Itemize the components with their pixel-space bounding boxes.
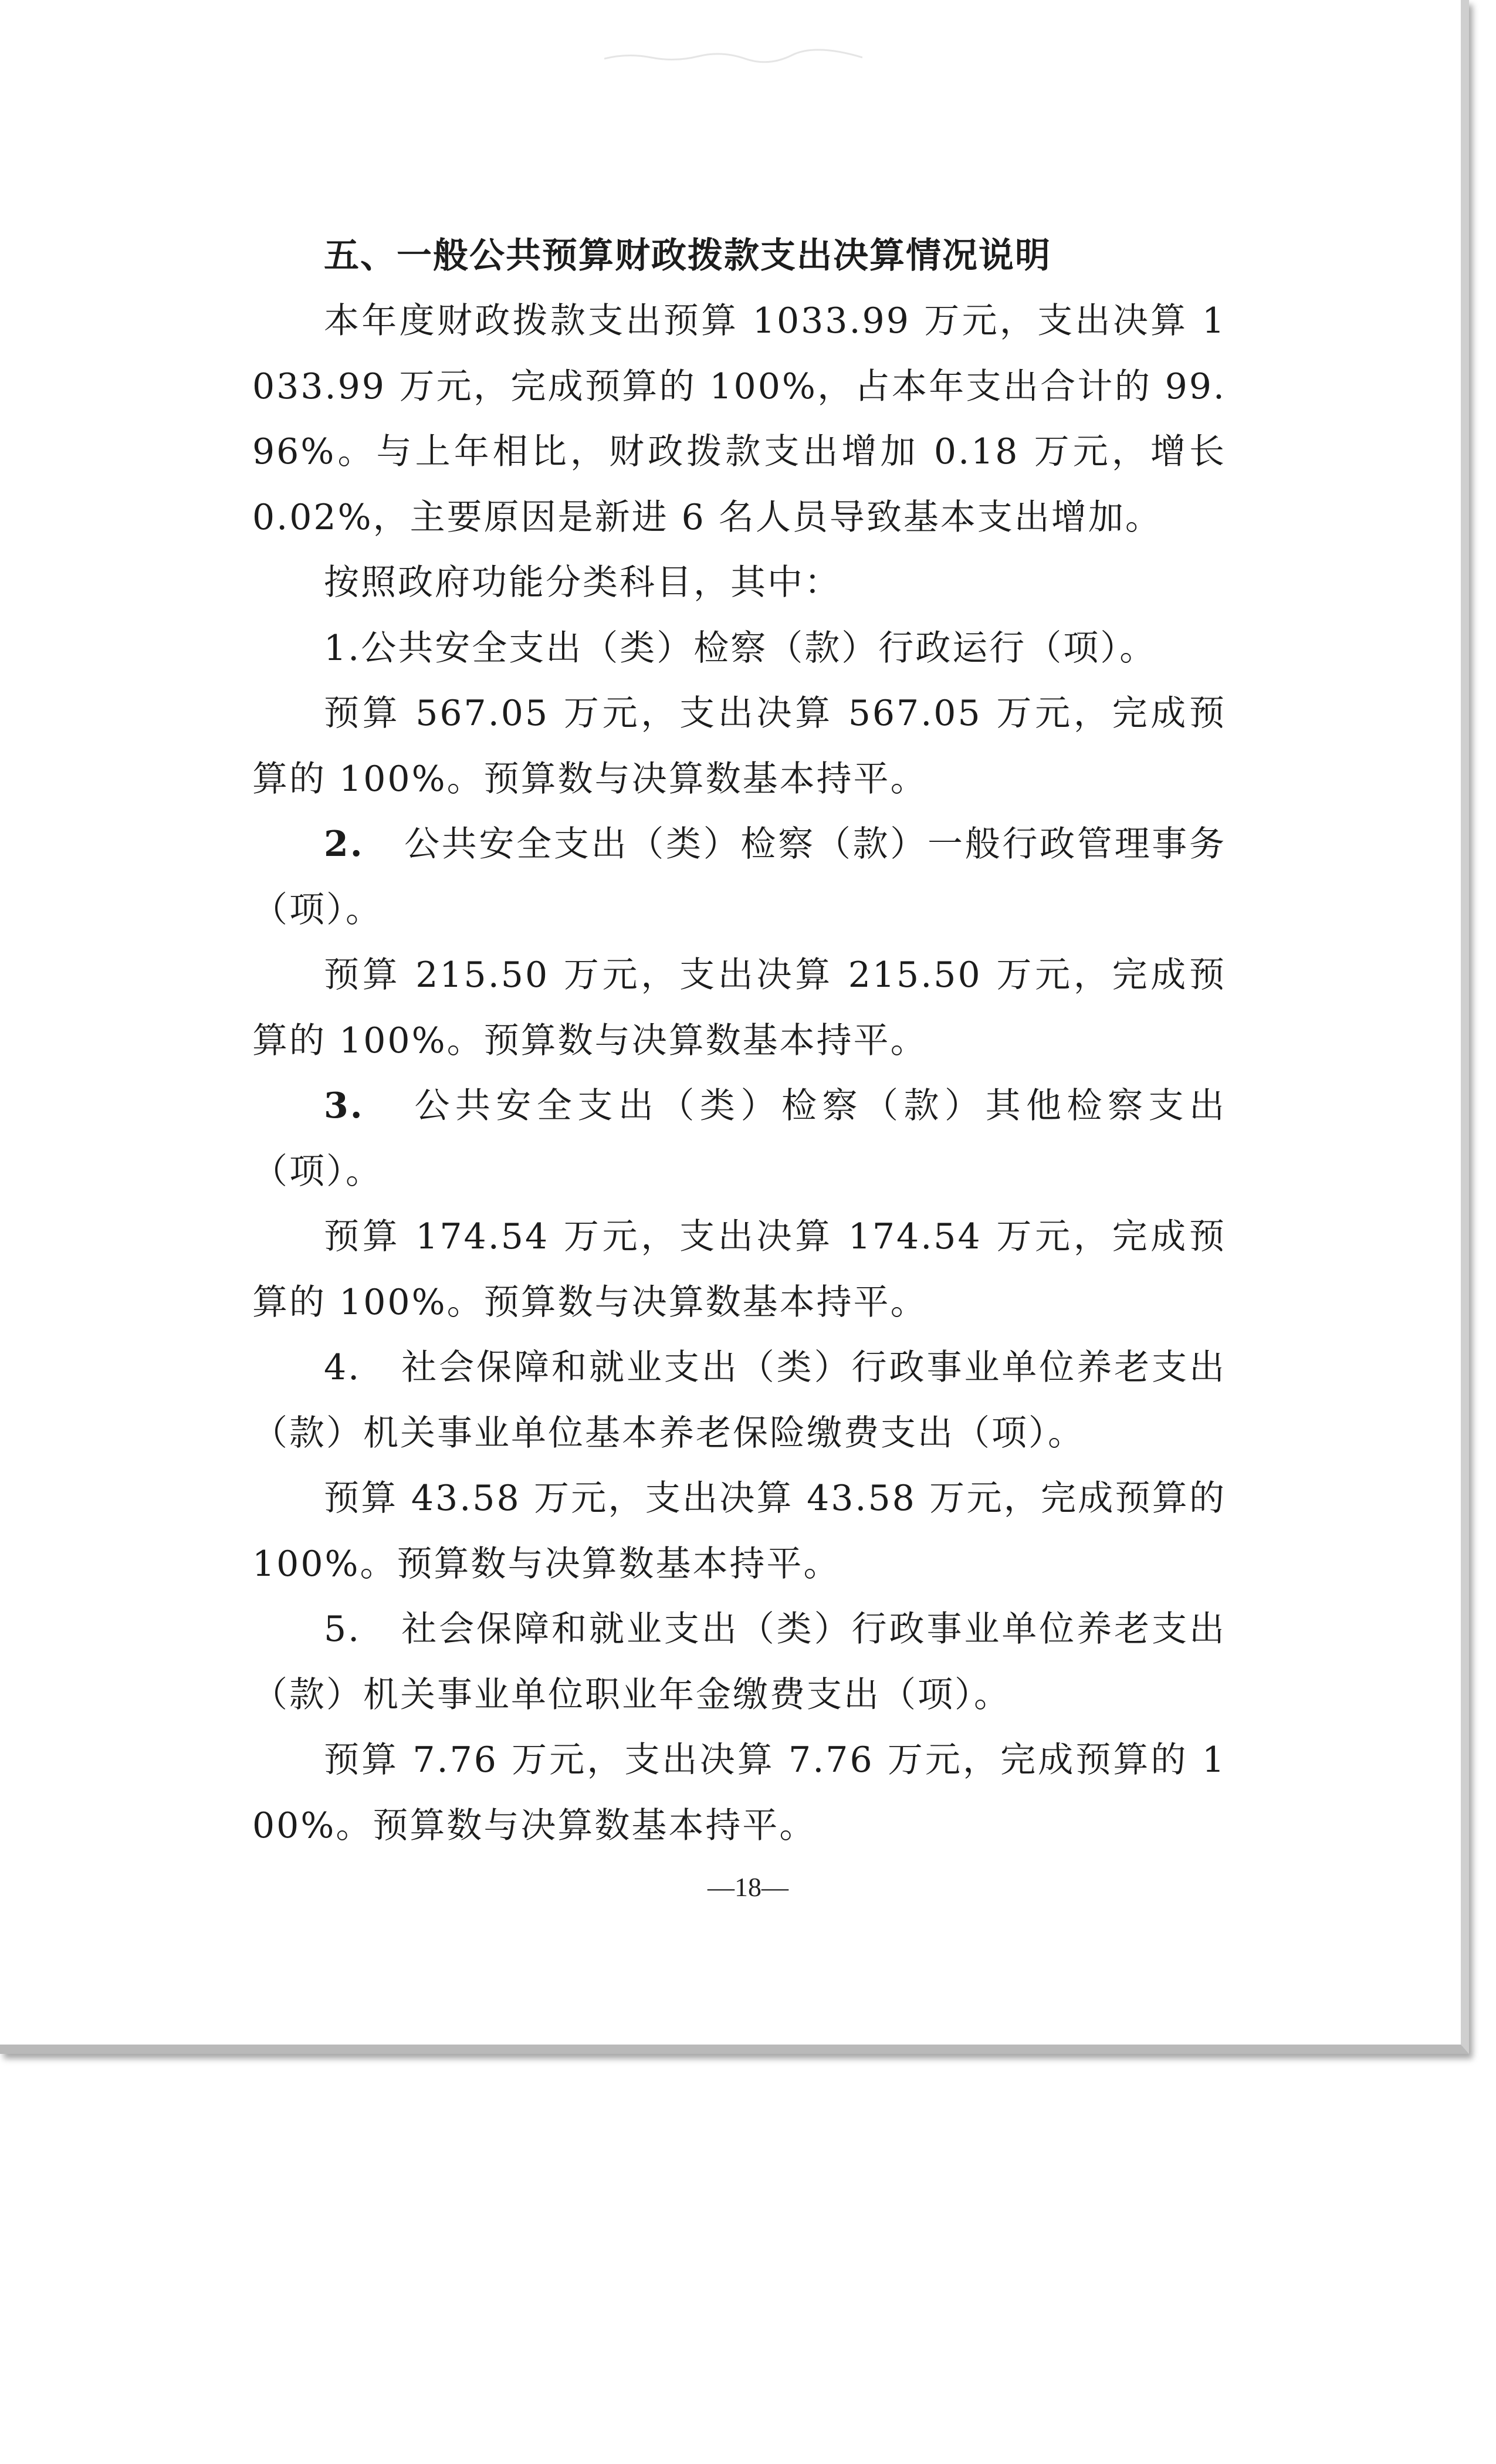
item-5-title xyxy=(252,1597,1226,1728)
paragraph-intro: 按照政府功能分类科目，其中： xyxy=(324,562,841,603)
item-2-title xyxy=(252,812,1226,943)
section-heading: 五、一般公共预算财政拨款支出决算情况说明 xyxy=(324,235,1051,276)
item-2-text: 公共安全支出（类）检察（款）一般行政管理事务（项）。 xyxy=(252,824,1226,930)
item-3-text: 公共安全支出（类）检察（款）其他检察支出（项）。 xyxy=(252,1085,1227,1192)
item-4-title xyxy=(252,1335,1226,1466)
item-4-number: 4. xyxy=(324,1347,361,1388)
item-5-number: 5. xyxy=(324,1609,361,1650)
item-2-detail: 预算 215.50 万元，支出决算 215.50 万元，完成预算的 100%。预算数与决算数基本持平。 xyxy=(252,955,1226,1061)
item-2-number: 2. xyxy=(324,824,364,865)
item-5-text: 社会保障和就业支出（类）行政事业单位养老支出（款）机关事业单位职业年金缴费支出（项）。 xyxy=(252,1609,1227,1715)
item-4-detail: 预算 43.58 万元，支出决算 43.58 万元，完成预算的 100%。预算数与决算数基本持平。 xyxy=(252,1478,1226,1585)
item-5-detail: 预算 7.76 万元，支出决算 7.76 万元，完成预算的 100%。预算数与决算数基本持平。 xyxy=(252,1739,1226,1846)
item-3-number: 3. xyxy=(324,1085,364,1126)
paragraph-summary: 本年度财政拨款支出预算 1033.99 万元，支出决算 1033.99 万元，完成预算的 100%，占本年支出合计的 99.96%。与上年相比，财政拨款支出增加 0.18 万元，增长 0.02%，主要原因是新进 6 名人员导致基本支出增加。 xyxy=(252,300,1226,538)
page-number: —18— xyxy=(708,1872,788,1902)
item-4-text: 社会保障和就业支出（类）行政事业单位养老支出（款）机关事业单位基本养老保险缴费支出（项）。 xyxy=(252,1347,1227,1454)
document-body xyxy=(252,223,1226,1859)
item-3-detail: 预算 174.54 万元，支出决算 174.54 万元，完成预算的 100%。预算数与决算数基本持平。 xyxy=(252,1216,1226,1323)
item-3-title xyxy=(252,1074,1226,1204)
scan-artifact xyxy=(604,48,862,66)
item-1-title: 1.公共安全支出（类）检察（款）行政运行（项）。 xyxy=(324,627,1157,669)
item-1-detail: 预算 567.05 万元，支出决算 567.05 万元，完成预算的 100%。预算数与决算数基本持平。 xyxy=(252,693,1226,800)
